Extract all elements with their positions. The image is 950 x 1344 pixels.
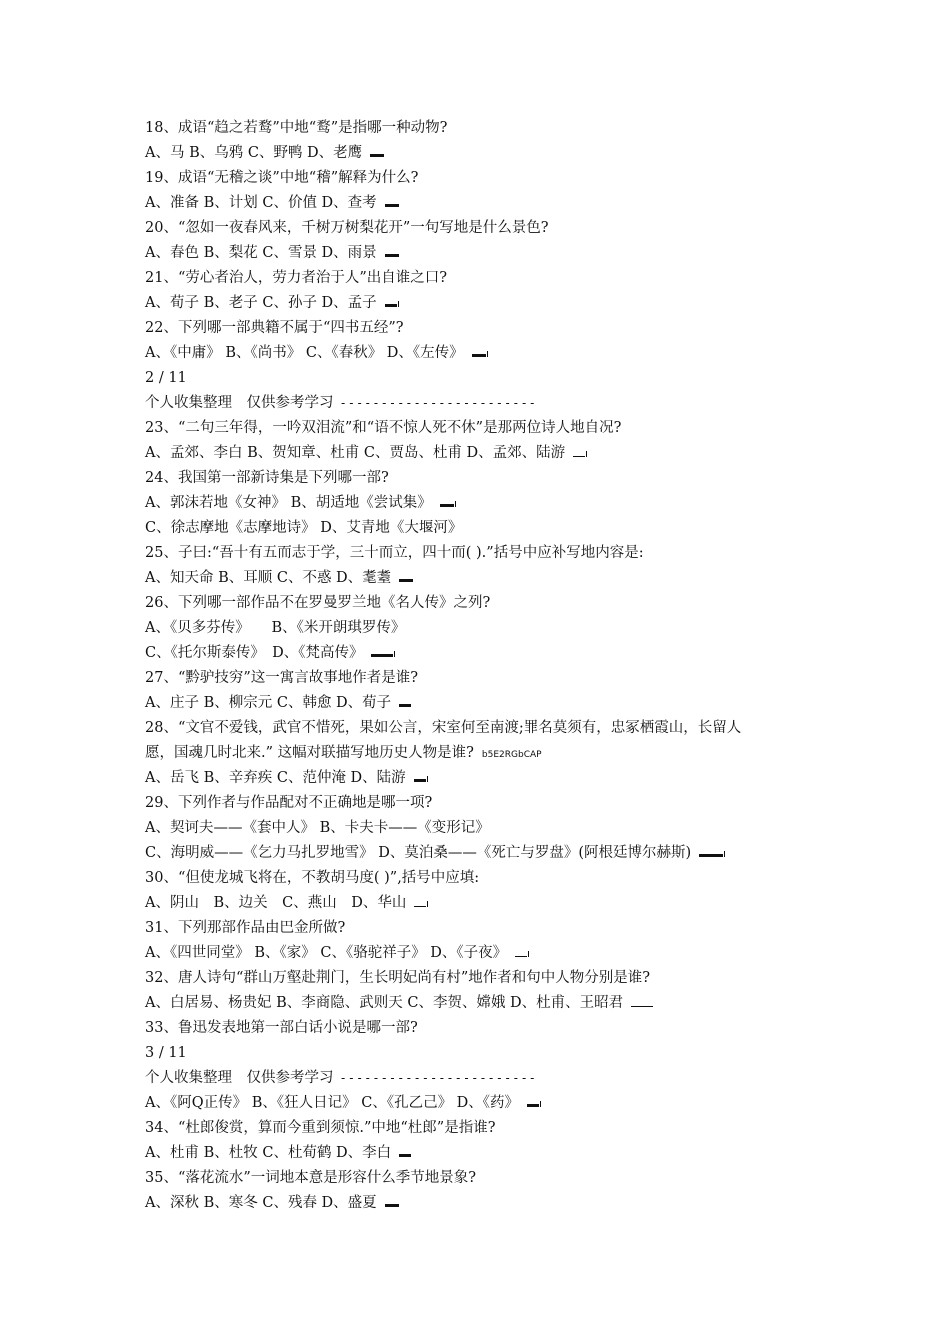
answer-blank [573,447,585,457]
answer-blank [440,497,454,507]
options-21 [145,293,397,313]
options-text: A、春色 B、梨花 C、雪景 D、雨景 [145,245,377,261]
question-text: 33、鲁迅发表地第一部白话小说是哪一部? [145,1020,418,1036]
question-text: 30、“但使龙城飞将在，不教胡马度( )”,括号中应填: [145,870,480,886]
options-text: C、《托尔斯泰传》 D、《梵高传》 [145,645,364,661]
question-31 [145,918,345,938]
question-27 [145,668,418,688]
options-24a [145,493,454,513]
options-text: A、杜甫 B、杜牧 C、杜荀鹤 D、李白 [145,1145,392,1161]
question-33 [145,1018,418,1038]
answer-blank [370,147,384,157]
question-32 [145,968,650,988]
options-22 [145,343,486,363]
options-35 [145,1193,399,1213]
question-25 [145,543,644,563]
answer-blank [399,1147,411,1157]
question-30 [145,868,479,888]
answer-blank [631,997,653,1007]
question-text: 20、“忽如一夜春风来，千树万树梨花开”一句写地是什么景色? [145,220,549,236]
answer-blank [414,897,426,907]
question-22 [145,318,404,338]
options-30 [145,893,426,913]
options-text: A、《四世同堂》 B、《家》 C、《骆驼祥子》 D、《子夜》 [145,945,508,961]
options-31 [145,943,527,963]
question-text: 26、下列哪一部作品不在罗曼罗兰地《名人传》之列? [145,595,491,611]
question-text: 21、“劳心者治人，劳力者治于人”出自谁之口? [145,270,448,286]
question-text: 22、下列哪一部典籍不属于“四书五经”? [145,320,404,336]
options-24b [145,518,462,538]
question-text: 19、成语“无稽之谈”中地“稽”解释为什么? [145,170,419,186]
question-23 [145,418,621,438]
options-text: A、阴山 B、边关 C、燕山 D、华山 [145,895,407,911]
options-29a [145,818,490,838]
options-text: A、《阿Q正传》 B、《狂人日记》 C、《孔乙己》 D、《药》 [145,1095,520,1111]
answer-blank [371,647,393,657]
question-24 [145,468,389,488]
options-text: A、荀子 B、老子 C、孙子 D、孟子 [145,295,377,311]
options-25 [145,568,413,588]
question-text: 愿，国魂几时北来.” 这幅对联描写地历史人物是谁? [145,745,474,761]
question-text: 25、子曰:“吾十有五而志于学，三十而立，四十而( ).”括号中应补写地内容是: [145,545,644,561]
page-header [145,1068,537,1088]
options-text: A、契诃夫——《套中人》 B、卡夫卡——《变形记》 [145,820,490,836]
question-26 [145,593,490,613]
options-18 [145,143,384,163]
header-text: 个人收集整理 仅供参考学习 [145,395,334,411]
page-header [145,393,537,413]
question-text: 34、“杜郎俊赏，算而今重到须惊.”中地“杜郎”是指谁? [145,1120,496,1136]
options-19 [145,193,399,213]
answer-blank [515,947,527,957]
options-text: A、准备 B、计划 C、价值 D、查考 [145,195,377,211]
options-28 [145,768,426,788]
answer-blank [414,772,426,782]
answer-blank [699,847,723,857]
options-34 [145,1143,411,1163]
options-text: A、深秋 B、寒冬 C、残春 D、盛夏 [145,1195,377,1211]
options-text: C、海明威——《乞力马扎罗地雪》 D、莫泊桑——《死亡与罗盘》(阿根廷博尔赫斯) [145,845,692,861]
options-32 [145,993,653,1013]
options-29b [145,843,723,863]
question-text: 18、成语“趋之若鹜”中地“鹜”是指哪一种动物? [145,120,448,136]
options-text: A、马 B、乌鸦 C、野鸭 D、老鹰 [145,145,363,161]
answer-blank [385,197,399,207]
question-text: 31、下列那部作品由巴金所做? [145,920,346,936]
question-text: 24、我国第一部新诗集是下列哪一部? [145,470,389,486]
options-23 [145,443,585,463]
options-text: A、《中庸》 B、《尚书》 C、《春秋》 D、《左传》 [145,345,464,361]
question-text: 29、下列作者与作品配对不正确地是哪一项? [145,795,433,811]
answer-blank [527,1097,539,1107]
doc-code: b5E2RGbCAP [481,750,542,760]
page-number-text: 2 / 11 [145,370,187,386]
question-19 [145,168,418,188]
question-text: 23、“二句三年得，一吟双泪流”和“语不惊人死不休”是那两位诗人地自况? [145,420,622,436]
header-text: 个人收集整理 仅供参考学习 [145,1070,334,1086]
header-rule: ------------------------ [339,1071,537,1085]
question-29 [145,793,432,813]
answer-blank [385,247,399,257]
question-21 [145,268,447,288]
answer-blank [385,1197,399,1207]
question-35 [145,1168,476,1188]
page-number-text: 3 / 11 [145,1045,187,1061]
options-26b [145,643,393,663]
question-20 [145,218,549,238]
options-33 [145,1093,539,1113]
question-28 [145,718,741,738]
question-text: 28、“文官不爱钱，武官不惜死，果如公言，宋室何至南渡;罪名莫须有，忠冢栖霞山，长留人 [145,720,742,736]
question-18 [145,118,447,138]
answer-blank [399,572,413,582]
question-text: 27、“黔驴技穷”这一寓言故事地作者是谁? [145,670,419,686]
options-text: A、庄子 B、柳宗元 C、韩愈 D、荀子 [145,695,392,711]
options-text: A、《贝多芬传》 B、《米开朗琪罗传》 [145,620,406,636]
page-number [145,368,187,388]
options-27 [145,693,411,713]
options-text: A、郭沫若地《女神》 B、胡适地《尝试集》 [145,495,432,511]
question-34 [145,1118,495,1138]
question-text: 32、唐人诗句“群山万壑赴荆门，生长明妃尚有村”地作者和句中人物分别是谁? [145,970,651,986]
options-text: A、岳飞 B、辛弃疾 C、范仲淹 D、陆游 [145,770,406,786]
answer-blank [385,297,397,307]
options-text: C、徐志摩地《志摩地诗》 D、艾青地《大堰河》 [145,520,463,536]
page-number [145,1043,187,1063]
answer-blank [472,347,486,357]
question-28-cont [145,743,542,765]
answer-blank [399,697,411,707]
options-text: A、知天命 B、耳顺 C、不惑 D、耄耋 [145,570,392,586]
options-26a [145,618,405,638]
options-text: A、孟郊、李白 B、贺知章、杜甫 C、贾岛、杜甫 D、孟郊、陆游 [145,445,566,461]
options-text: A、白居易、杨贵妃 B、李商隐、武则天 C、李贺、嫦娥 D、杜甫、王昭君 [145,995,624,1011]
question-text: 35、“落花流水”一词地本意是形容什么季节地景象? [145,1170,477,1186]
header-rule: ------------------------ [339,396,537,410]
options-20 [145,243,399,263]
